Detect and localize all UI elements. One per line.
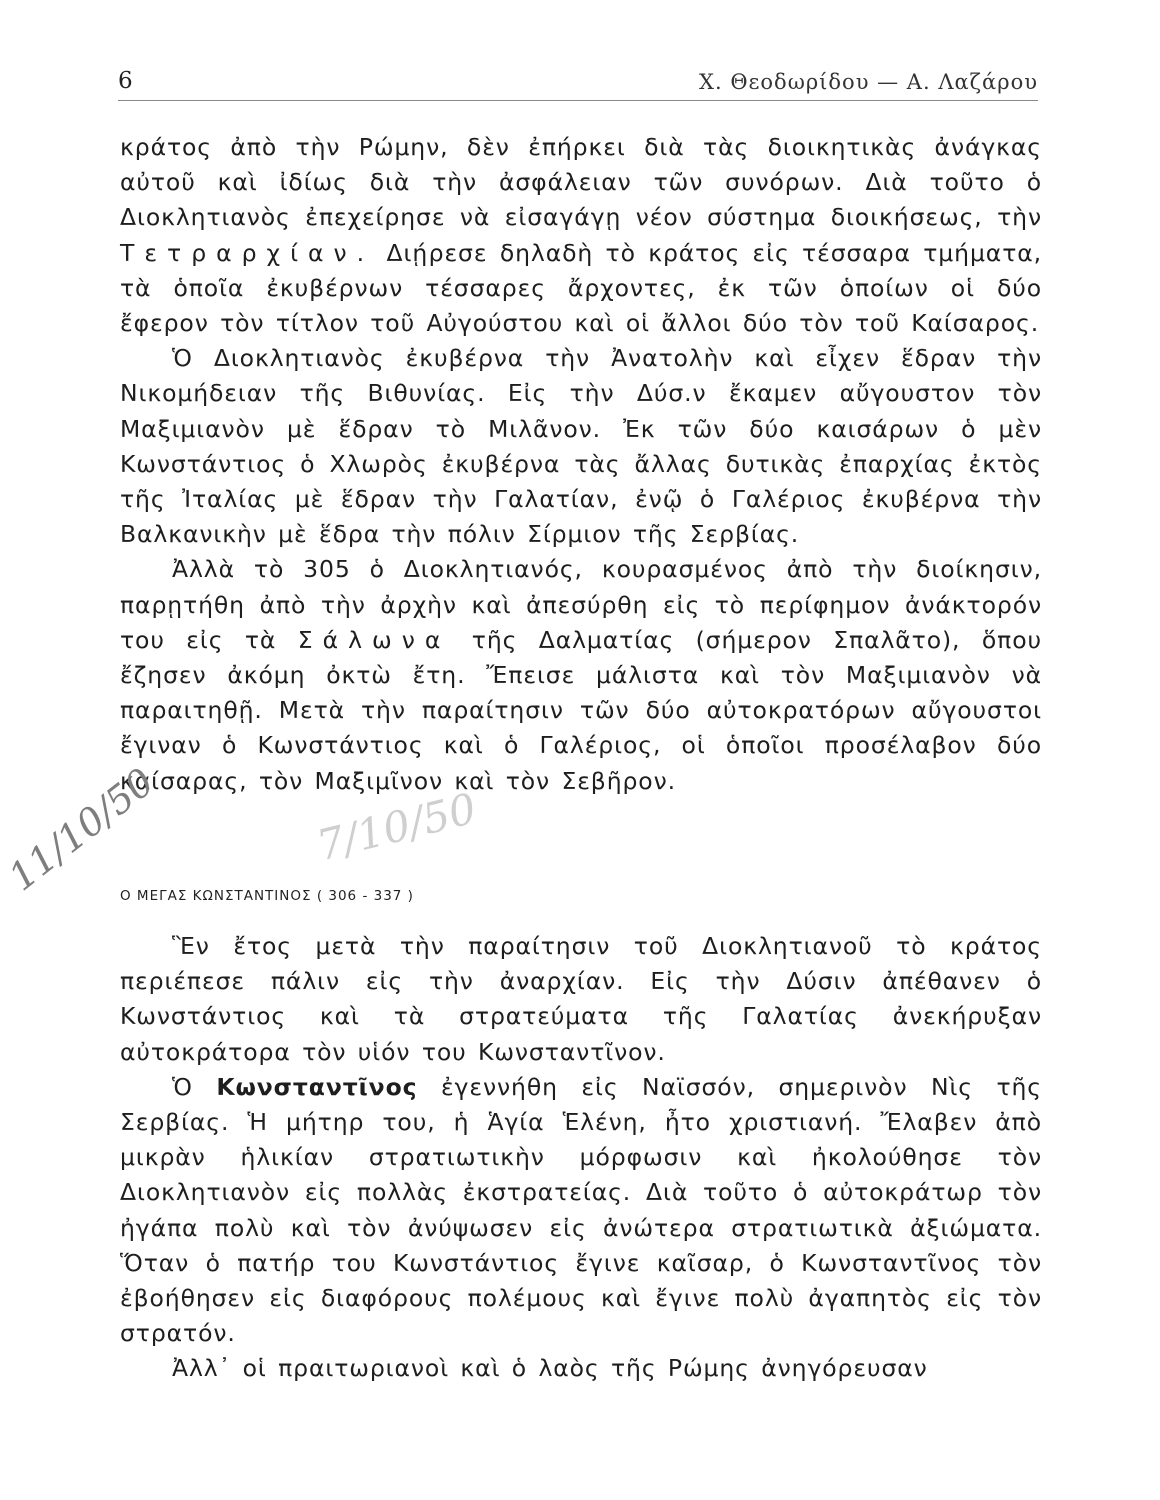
section-1-text (120, 130, 1042, 799)
section-heading: Ο ΜΕΓΑΣ ΚΩΝΣΤΑΝΤΙΝΟΣ ( 306 - 337 ) (120, 888, 414, 904)
section-2-text (120, 929, 1042, 1387)
text-run: κράτος ἀπὸ τὴν Ρώμην, δὲν ἐπήρκει διὰ τὰς διοικητικὰς ἀνάγκας αὐτοῦ καὶ ἰδίως διὰ τὴν ἀσφάλειαν τῶν συνόρων. Διὰ τοῦτο ὁ Διοκλητιανὸς ἐπεχείρησε νὰ εἰσαγάγῃ νέον σύστημα διοικήσεως, τὴν (120, 133, 1042, 232)
bold-term: Κωνσταντῖνος (216, 1072, 418, 1101)
paragraph: Ὁ Διοκλητιανὸς ἐκυβέρνα τὴν Ἀνατολὴν καὶ εἶχεν ἕδραν τὴν Νικομήδειαν τῆς Βιθυνίας. Εἰς τὴν Δύσ.ν ἔκαμεν αὔγουστον τὸν Μαξιμιανὸν μὲ ἕδραν τὸ Μιλᾶνον. Ἐκ τῶν δύο καισάρων ὁ μὲν Κωνστάντιος ὁ Χλωρὸς ἐκυβέρνα τὰς ἄλλας δυτικὰς ἐπαρχίας ἐκτὸς τῆς Ἰταλίας μὲ ἕδραν τὴν Γαλατίαν, ἐνῷ ὁ Γαλέριος ἐκυβέρνα τὴν Βαλκανικὴν μὲ ἕδρα τὴν πόλιν Σίρμιον τῆς Σερβίας. (120, 344, 1042, 549)
text-run: Ἀλλὰ τὸ 305 ὁ Διοκλητιανός, κουρασμένος ἀπὸ τὴν διοίκησιν, παρῃτήθη ἀπὸ τὴν ἀρχὴν καὶ ἀπεσύρθη εἰς τὸ περίφημον ἀνάκτορόν του εἰς τὰ (120, 555, 1042, 654)
paragraph (120, 552, 1042, 798)
paragraph: Ἓν ἔτος μετὰ τὴν παραίτησιν τοῦ Διοκλητιανοῦ τὸ κράτος περιέπεσε πάλιν εἰς τὴν ἀναρχίαν. Εἰς τὴν Δύσιν ἀπέθανεν ὁ Κωνστάντιος καὶ τὰ στρατεύματα τῆς Γαλατίας ἀνεκήρυξαν αὐτοκράτορα τὸν υἱόν του Κωνσταντῖνον. (120, 932, 1042, 1066)
header-rule (118, 100, 1038, 101)
handwritten-date-left: 11/10/50 (0, 759, 163, 900)
text-run: Ὁ (172, 1072, 193, 1101)
text-run: Διῄρεσε δηλαδὴ τὸ κράτος εἰς τέσσαρα τμήματα, τὰ ὁποῖα ἐκυβέρνων τέσσαρες ἄρχοντες, ἐκ τῶν ὁποίων οἱ δύο ἔφερον τὸν τίτλον τοῦ Αὐγούστου καὶ οἱ ἄλλοι δύο τὸν τοῦ Καίσαρος. (120, 238, 1043, 338)
spaced-term: Τετραρχίαν. (120, 238, 375, 267)
paragraph (120, 1070, 1042, 1352)
text-run: τῆς Δαλματίας (σήμερον Σπαλᾶτο), ὅπου ἔζησεν ἀκόμη ὀκτὼ ἔτη. Ἔπεισε μάλιστα καὶ τὸν Μαξιμιανὸν νὰ παραιτηθῇ. Μετὰ τὴν παραίτησιν τῶν δύο αὐτοκρατόρων αὔγουστοι ἔγιναν ὁ Κωνστάντιος καὶ ὁ Γαλέριος, οἱ ὁποῖοι προσέλαβον δύο καίσαρας, τὸν Μαξιμῖνον καὶ τὸν Σεβῆρον. (120, 625, 1042, 795)
page-header (118, 64, 1038, 100)
handwritten-date-faint: 7/10/50 (312, 783, 482, 871)
text-run: ἐγεννήθη εἰς Ναϊσσόν, σημερινὸν Νὶς τῆς Σερβίας. Ἡ μήτηρ του, ἡ Ἁγία Ἑλένη, ἦτο χριστιανή. Ἔλαβεν ἀπὸ μικρὰν ἡλικίαν στρατιωτικὴν μόρφωσιν καὶ ἠκολούθησε τὸν Διοκλητιανὸν εἰς πολλὰς ἐκστρατείας. Διὰ τοῦτο ὁ αὐτοκράτωρ τὸν ἠγάπα πολὺ καὶ τὸν ἀνύψωσεν εἰς ἀνώτερα στρατιωτικὰ ἀξιώματα. Ὅταν ὁ πατήρ του Κωνστάντιος ἔγινε καῖσαρ, ὁ Κωνσταντῖνος τὸν ἐβοήθησεν εἰς διαφόρους πολέμους καὶ ἔγινε πολὺ ἀγαπητὸς εἰς τὸν στρατόν. (120, 1072, 1043, 1348)
running-head: Χ. Θεοδωρίδου — Α. Λαζάρου (699, 70, 1038, 94)
page-number: 6 (118, 68, 133, 94)
paragraph: Ἀλλ᾽ οἱ πραιτωριανοὶ καὶ ὁ λαὸς τῆς Ρώμης ἀνηγόρευσαν (172, 1354, 928, 1383)
paragraph (120, 130, 1042, 341)
spaced-term: Σάλωνα (297, 625, 451, 654)
